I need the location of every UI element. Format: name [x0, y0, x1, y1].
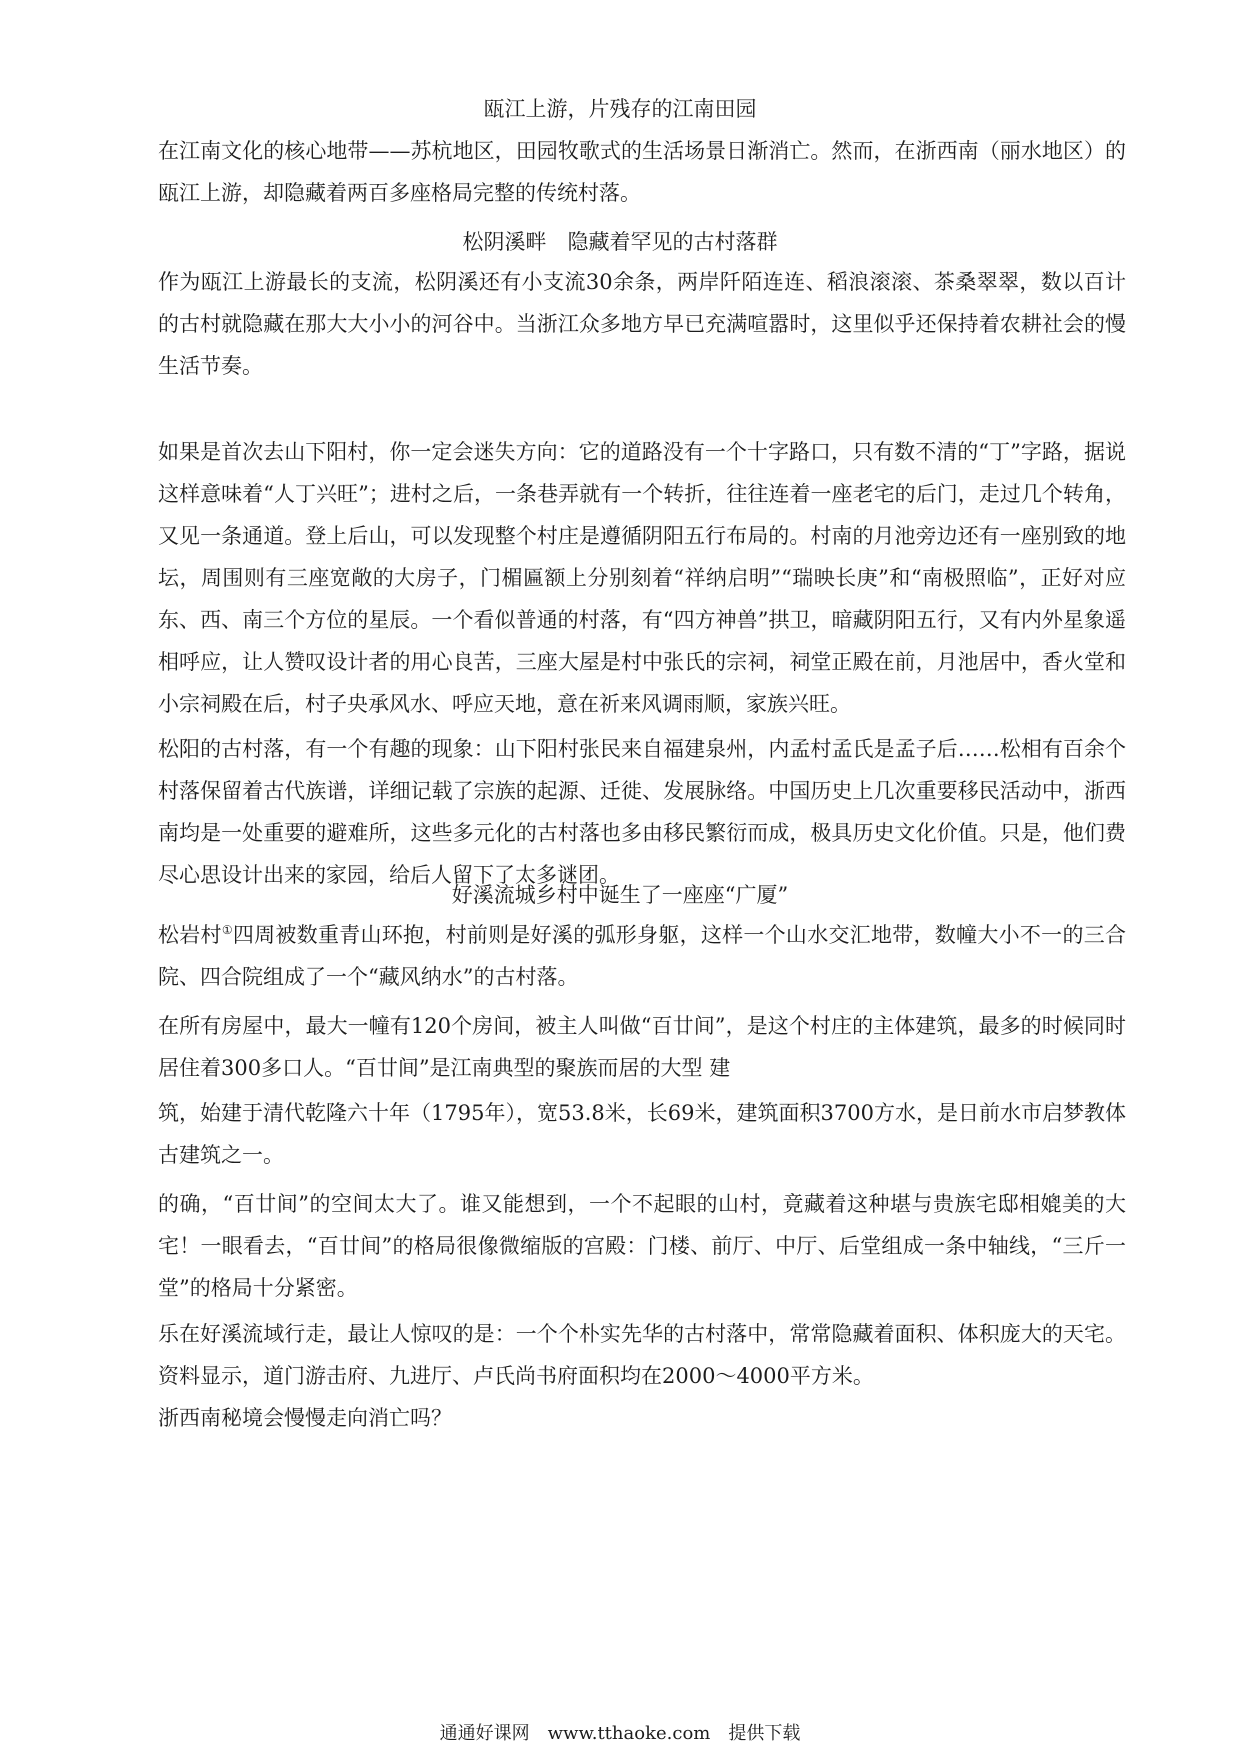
- paragraph-text: 四周被数重青山环抱，村前则是好溪的弧形身躯，这样一个山水交汇地带，数幢大小不一的三合院、四合院组成了一个“藏风纳水”的古村落。: [158, 923, 1127, 989]
- footnote-marker: ①: [221, 923, 233, 937]
- section2-paragraph-4: 的确，“百廿间”的空间太大了。谁又能想到，一个不起眼的山村，竟藏着这种堪与贵族宅邸相媲美的大宅！一眼看去，“百廿间”的格局很像微缩版的宫殿：门楼、前厅、中厅、后堂组成一条中轴线，“三斤一堂”的格局十分紧密。: [158, 1192, 1126, 1300]
- intro-paragraph: 在江南文化的核心地带——苏杭地区，田园牧歌式的生活场景日渐消亡。然而，在浙西南（丽水地区）的瓯江上游，却隐藏着两百多座格局完整的传统村落。: [158, 139, 1126, 205]
- section-heading-2: 好溪流城乡村中诞生了一座座“广厦”: [451, 883, 789, 907]
- village-name: 松岩村: [158, 923, 222, 947]
- section1-paragraph-1: 作为瓯江上游最长的支流，松阴溪还有小支流30余条，两岸阡陌连连、稻浪滚滚、茶桑翠翠，数以百计的古村就隐藏在那大大小小的河谷中。当浙江众多地方早已充满喧嚣时，这里似乎还保持着农耕社会的慢生活节奏。: [158, 270, 1126, 378]
- section1-paragraph-2: 如果是首次去山下阳村，你一定会迷失方向：它的道路没有一个十字路口，只有数不清的“丁”字路，据说这样意味着“人丁兴旺”；进村之后，一条巷弄就有一个转折，往往连着一座老宅的后门，走过几个转角，又见一条通道。登上后山，可以发现整个村庄是遵循阴阳五行布局的。村南的月池旁边还有一座别致的地坛，周围则有三座宽敞的大房子，门楣匾额上分别刻着“祥纳启明”“瑞映长庚”和“南极照临”，正好对应东、西、南三个方位的星辰。一个看似普通的村落，有“四方神兽”拱卫，暗藏阴阳五行，又有内外星象遥相呼应，让人赞叹设计者的用心良苦，三座大屋是村中张氏的宗祠，祠堂正殿在前，月池居中，香火堂和小宗祠殿在后，村子央承风水、呼应天地，意在祈来风调雨顺，家族兴旺。: [158, 440, 1126, 716]
- section1-paragraph-3: 松阳的古村落，有一个有趣的现象：山下阳村张民来自福建泉州，内孟村孟氏是孟子后……松相有百余个村落保留着古代族谱，详细记载了宗族的起源、迁徙、发展脉络。中国历史上几次重要移民活动中，浙西南均是一处重要的避难所，这些多元化的古村落也多由移民繁衍而成，极具历史文化价值。只是，他们费尽心思设计出来的家园，给后人留下了太多谜团。: [158, 737, 1126, 887]
- section2-paragraph-5: 乐在好溪流域行走，最让人惊叹的是：一个个朴实先华的古村落中，常常隐藏着面积、体积庞大的天宅。资料显示，道门游击府、九进厅、卢氏尚书府面积均在2000～4000平方米。: [158, 1322, 1126, 1388]
- section2-paragraph-1: [158, 914, 1126, 998]
- section-heading-1: 松阴溪畔 隐藏着罕见的古村落群: [462, 230, 778, 254]
- article-title: 瓯江上游，片残存的江南田园: [483, 97, 757, 121]
- section2-paragraph-3: 筑，始建于清代乾隆六十年（1795年），宽53.8米，长69米，建筑面积3700方水，是日前水市启梦教体古建筑之一。: [158, 1101, 1126, 1167]
- footer-source: 通通好课网 www.tthaoke.com 提供下载: [439, 1723, 801, 1744]
- section2-paragraph-6: 浙西南秘境会慢慢走向消亡吗？: [158, 1406, 452, 1430]
- section2-paragraph-2: 在所有房屋中，最大一幢有120个房间，被主人叫做“百廿间”，是这个村庄的主体建筑，最多的时候同时居住着300多口人。“百廿间”是江南典型的聚族而居的大型 建: [158, 1014, 1126, 1080]
